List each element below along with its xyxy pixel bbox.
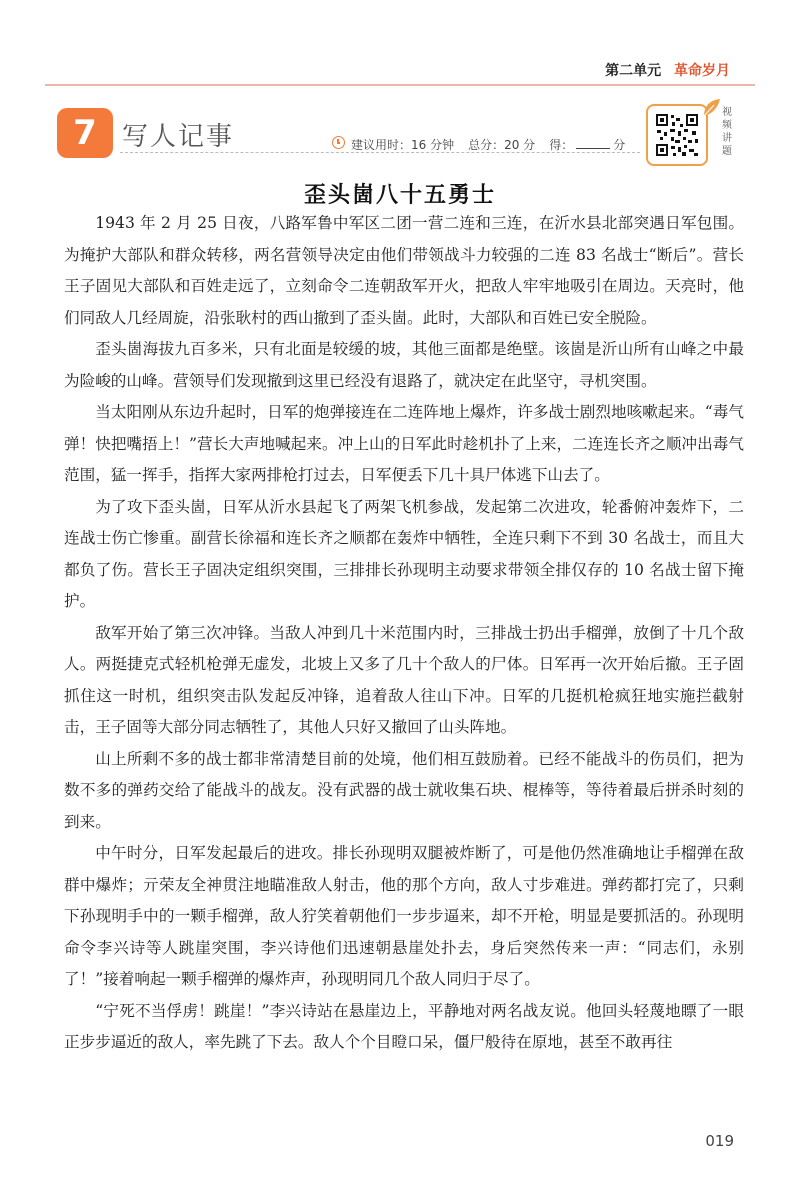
paragraph: 当太阳刚从东边升起时，日军的炮弹接连在二连阵地上爆炸，许多战士剧烈地咳嗽起来。“毒气弹！快把嘴捂上！”营长大声地喊起来。冲上山的日军此时趁机扑了上来，二连连长齐之顺冲出毒气范围，猛一挥手，指挥大家两排枪打过去，日军便丢下几十具尸体逃下山去了。: [64, 403, 744, 484]
clock-icon: [332, 136, 345, 149]
paragraph: “宁死不当俘虏！跳崖！”李兴诗站在悬崖边上，平静地对两名战友说。他回头轻蔑地瞟了一眼正步步逼近的敌人，率先跳了下去。敌人个个目瞪口呆，僵尸般待在原地，甚至不敢再往: [64, 1001, 744, 1051]
header-divider: [45, 84, 755, 86]
lesson-title: 写人记事: [122, 122, 235, 152]
paragraph: 歪头崮海拔九百多米，只有北面是较缓的坡，其他三面都是绝壁。该崮是沂山所有山峰之中最为险峻的山峰。营领导们发现撤到这里已经没有退路了，就决定在此坚守，寻机突围。: [64, 340, 744, 390]
score-field: [549, 136, 625, 153]
score-blank: [576, 148, 610, 149]
score-label: 得：: [549, 138, 574, 152]
video-explanation-label: 视频讲题: [722, 107, 732, 157]
leaf-icon: [700, 96, 722, 118]
page-number: 019: [705, 1132, 734, 1150]
paragraph: 1943 年 2 月 25 日夜，八路军鲁中军区二团一营二连和三连，在沂水县北部突遇日军包围。为掩护大部队和群众转移，两名营领导决定由他们带领战斗力较强的二连 83 名战士“断后”。营长王子固见大部队和百姓走远了，立刻命令二连朝敌军开火，把敌人牢牢地吸引在周边。天亮时，他们同敌人几经周旋，沿张耿村的西山撤到了歪头崮。此时，大部队和百姓已安全脱险。: [64, 214, 744, 327]
unit-label: [605, 60, 730, 80]
paragraph: 中午时分，日军发起最后的进攻。排长孙现明双腿被炸断了，可是他仍然准确地让手榴弹在敌群中爆炸；亓荣友全神贯注地瞄准敌人射击，他的那个方向，敌人寸步难进。弹药都打完了，只剩下孙现明手中的一颗手榴弹，敌人狞笑着朝他们一步步逼来，却不开枪，明显是要抓活的。孙现明命令李兴诗等人跳崖突围，李兴诗他们迅速朝悬崖处扑去，身后突然传来一声：“同志们，永别了！”接着响起一颗手榴弹的爆炸声，孙现明同几个敌人同归于尽了。: [64, 844, 744, 988]
score-unit: 分: [613, 138, 626, 152]
qr-code-icon: [654, 112, 700, 158]
suggested-time-text: 建议用时：16 分钟: [351, 138, 455, 152]
lesson-meta: [332, 136, 625, 153]
total-score: 总分：20 分: [468, 138, 536, 152]
qr-code[interactable]: [646, 104, 708, 166]
paragraph: 为了攻下歪头崮，日军从沂水县起飞了两架飞机参战，发起第二次进攻，轮番俯冲轰炸下，二连战士伤亡惨重。副营长徐福和连长齐之顺都在轰炸中牺牲，全连只剩下不到 30 名战士，而且大都负了伤。营长王子固决定组织突围，三排排长孙现明主动要求带领全排仅存的 10 名战士留下掩护。: [64, 497, 744, 610]
paragraph: 山上所剩不多的战士都非常清楚目前的处境，他们相互鼓励着。已经不能战斗的伤员们，把为数不多的弹药交给了能战斗的战友。没有武器的战士就收集石块、棍棒等，等待着最后拼杀时刻的到来。: [64, 749, 744, 831]
unit-name: 革命岁月: [674, 63, 730, 79]
lesson-number-badge: 7: [57, 108, 113, 158]
unit-number: 第二单元: [605, 63, 662, 79]
article-title: 歪头崮八十五勇士: [303, 182, 496, 208]
paragraph: 敌军开始了第三次冲锋。当敌人冲到几十米范围内时，三排战士扔出手榴弹，放倒了十几个敌人。两挺捷克式轻机枪弹无虚发，北坡上又多了几十个敌人的尸体。日军再一次开始后撤。王子固抓住这一时机，组织突击队发起反冲锋，追着敌人往山下冲。日军的几挺机枪疯狂地实施拦截射击，王子固等大部分同志牺牲了，其他人只好又撤回了山头阵地。: [64, 623, 744, 736]
article-body: [64, 208, 744, 1059]
suggested-time: [332, 136, 454, 153]
